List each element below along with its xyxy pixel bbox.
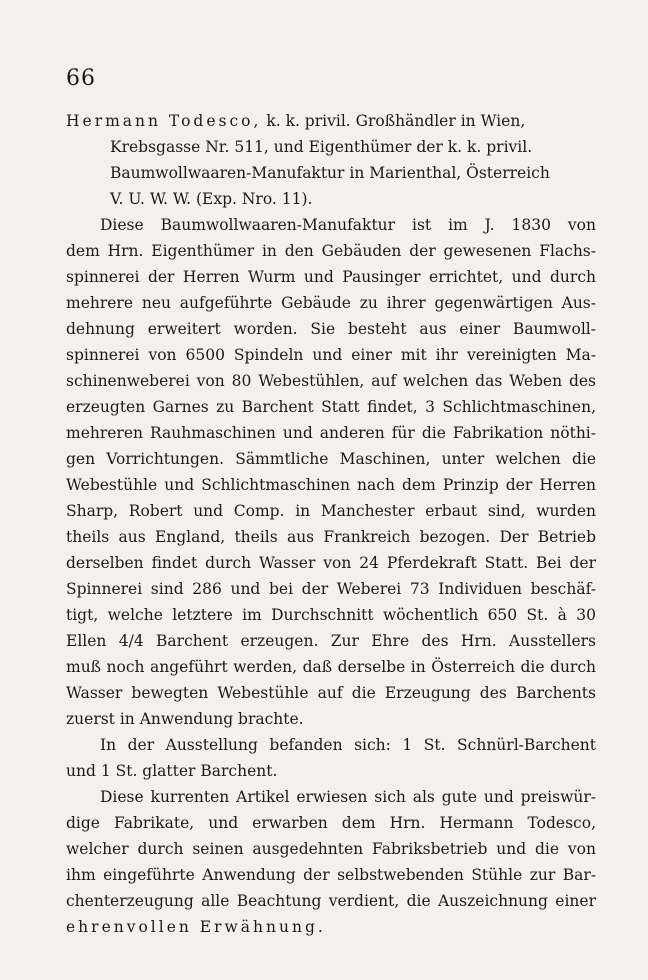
paragraph-award — [66, 784, 596, 940]
text-line: gen Vorrichtungen. Sämmtliche Maschinen, unter welchen die — [66, 450, 596, 468]
text-line: muß noch angeführt werden, daß derselbe in Österreich die durch — [66, 658, 596, 676]
exhibitor-entry — [66, 108, 596, 212]
entry-line-4: V. U. W. W. (Exp. Nro. 11). — [110, 190, 313, 208]
text-line: chenterzeugung alle Beachtung verdient, die Auszeichnung einer — [66, 892, 596, 910]
text-line: schinenweberei von 80 Webestühlen, auf welchen das Weben des — [66, 372, 596, 390]
text-line: tigt, welche letztere im Durchschnitt wöchentlich 650 St. à 30 — [66, 606, 596, 624]
text-line: welcher durch seinen ausgedehnten Fabriksbetrieb und die von — [66, 840, 596, 858]
paragraph-exhibited-items — [66, 732, 596, 784]
exhibitor-title: k. k. privil. Großhändler in Wien, — [261, 112, 526, 130]
text-line: Spinnerei sind 286 und bei der Weberei 73 Individuen beschäf- — [66, 580, 596, 598]
text-line: dehnung erweitert worden. Sie besteht aus einer Baumwoll- — [66, 320, 596, 338]
text-line: dem Hrn. Eigenthümer in den Gebäuden der gewesenen Flachs- — [66, 242, 596, 260]
text-line: und 1 St. glatter Barchent. — [66, 762, 278, 780]
entry-line-1 — [66, 108, 596, 134]
text-line: Diese kurrenten Artikel erwiesen sich als gute und preiswür- — [100, 788, 596, 806]
text-line: Webestühle und Schlichtmaschinen nach dem Prinzip der Herren — [66, 476, 596, 494]
text-line: In der Ausstellung befanden sich: 1 St. Schnürl-Barchent — [100, 736, 596, 754]
entry-line-2: Krebsgasse Nr. 511, und Eigenthümer der k. k. privil. — [110, 138, 533, 156]
text-line: spinnerei der Herren Wurm und Pausinger errichtet, und durch — [66, 268, 596, 286]
entry-line-3: Baumwollwaaren-Manufaktur in Marienthal, Österreich — [110, 164, 550, 182]
text-line: Ellen 4/4 Barchent erzeugen. Zur Ehre des Hrn. Ausstellers — [66, 632, 596, 650]
text-line: ihm eingeführte Anwendung der selbstwebenden Stühle zur Bar- — [66, 866, 596, 884]
text-line: zuerst in Anwendung brachte. — [66, 710, 304, 728]
text-line: Diese Baumwollwaaren-Manufaktur ist im J. 1830 von — [100, 216, 596, 234]
text-line: spinnerei von 6500 Spindeln und einer mit ihr vereinigten Ma- — [66, 346, 596, 364]
paragraph-description — [66, 212, 596, 732]
text-line: theils aus England, theils aus Frankreich bezogen. Der Betrieb — [66, 528, 596, 546]
text-line: Sharp, Robert und Comp. in Manchester erbaut sind, wurden — [66, 502, 596, 520]
text-line: dige Fabrikate, und erwarben dem Hrn. Hermann Todesco, — [66, 814, 596, 832]
text-line: mehreren Rauhmaschinen und anderen für die Fabrikation nöthi- — [66, 424, 596, 442]
text-line: Wasser bewegten Webestühle auf die Erzeugung des Barchents — [66, 684, 596, 702]
page-number: 66 — [66, 66, 96, 91]
text-line: mehrere neu aufgeführte Gebäude zu ihrer gegenwärtigen Aus- — [66, 294, 596, 312]
award-title: ehrenvollen Erwähnung. — [66, 918, 326, 936]
text-line: erzeugten Garnes zu Barchent Statt findet, 3 Schlichtmaschinen, — [66, 398, 596, 416]
exhibitor-name: Hermann Todesco, — [66, 112, 262, 130]
text-line: derselben findet durch Wasser von 24 Pferdekraft Statt. Bei der — [66, 554, 596, 572]
